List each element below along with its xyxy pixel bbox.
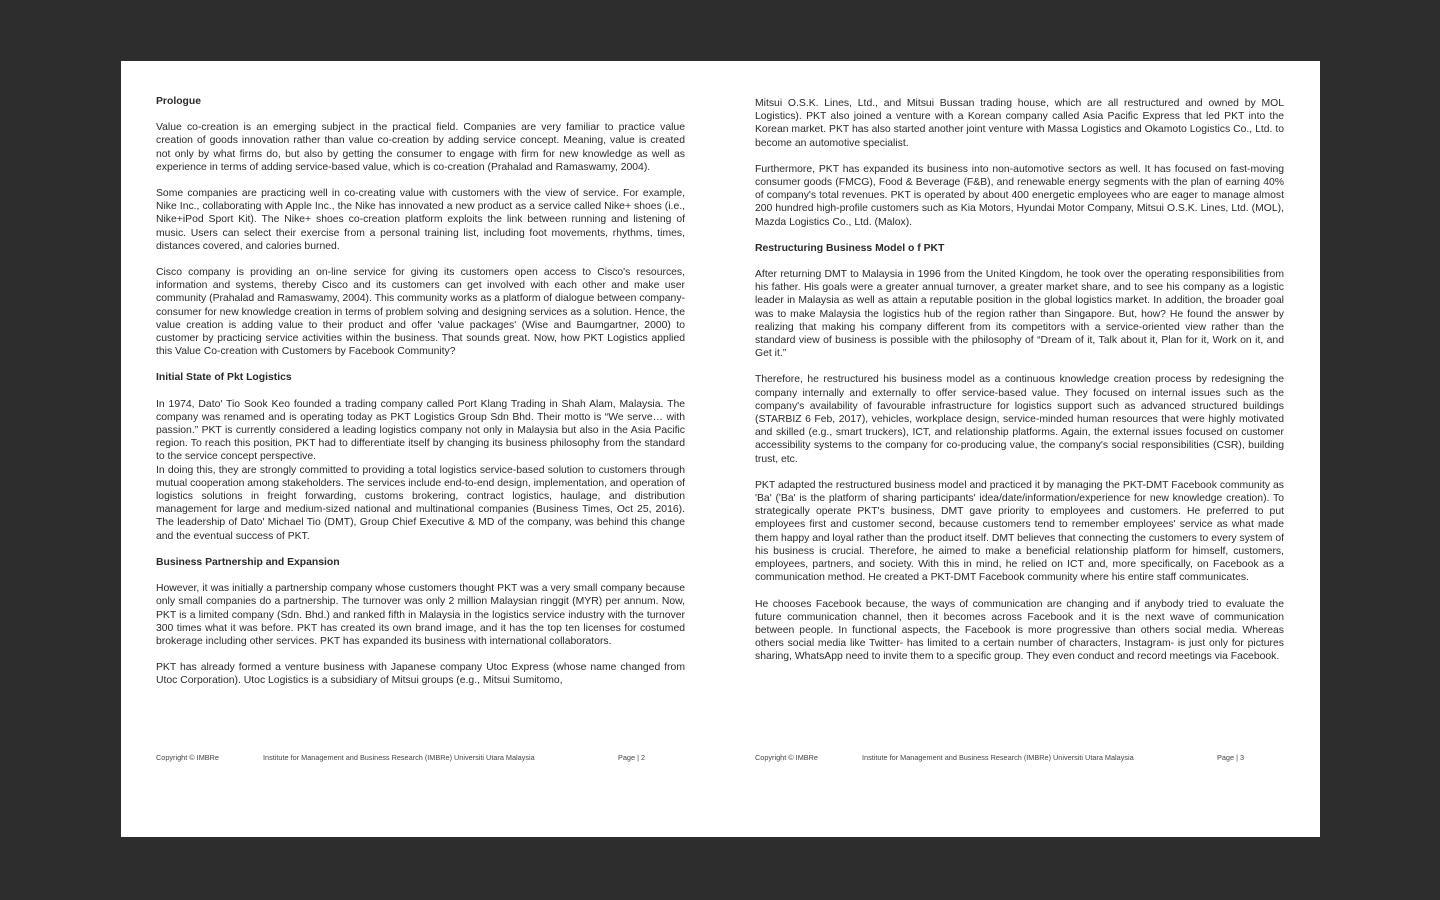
paragraph: Furthermore, PKT has expanded its business into non-automotive sectors as well. It has focused on fast-moving consumer goods (FMCG), Food & Beverage (F&B), and renewable energy segments with the plan of earning 40% of company's total revenues. PKT is operated by about 400 energetic employees who are eager to manage almost 200 hundred high-profile customers such as Kia Motors, Hyundai Motor Company, Mitsui O.S.K. Lines, Ltd. (MOL), Mazda Logistics Co., Ltd. (Malox). [755, 163, 1284, 228]
paragraph: Cisco company is providing an on-line service for giving its customers open access to Cisco's resources, information and systems, thereby Cisco and its customers can get involved with each other and make user community (Prahalad and Ramaswamy, 2004). This community works as a platform of dialogue between company-consumer for new knowledge creation in terms of problem solving and designing services as a solution. Hence, the value creation is adding value to their product and offer 'value packages' (Wise and Baumgartner, 2000) to customer by practicing service activities within the business. That sounds great. Now, how PKT Logistics applied this Value Co-creation with Customers by Facebook Community? [156, 267, 685, 358]
document-spread [121, 61, 1320, 837]
paragraph: However, it was initially a partnership company whose customers thought PKT was a very small company because only small companies do a partnership. The turnover was only 2 million Malaysian ringgit (MYR) per annum. Now, PKT is a limited company (Sdn. Bhd.) and ranked fifth in Malaysia in the logistics service industry with the turnover 300 times what it was before. PKT has created its own brand image, and it has the top ten licenses for costumed brokerage including other services. PKT has expanded its business with international collaborators. [156, 583, 685, 647]
paragraph: In 1974, Dato' Tio Sook Keo founded a trading company called Port Klang Trading in Shah Alam, Malaysia. The company was renamed and is operating today as PKT Logistics Group Sdn Bhd. Their motto is “We serve… with passion.” PKT is currently considered a leading logistics company not only in Malaysia but also in the Asia Pacific region. To reach this position, PKT had to differentiate itself by changing its business philosophy from the standard to the service concept perspective. [156, 398, 685, 463]
footer-institute: Institute for Management and Business Research (IMBRe) Universiti Utara Malaysia [263, 753, 535, 762]
heading-restructuring: Restructuring Business Model o f PKT [755, 242, 945, 254]
footer-page-number: Page | 2 [618, 753, 646, 762]
page-2-body [156, 95, 685, 701]
paragraph: In doing this, they are strongly committed to providing a total logistics service-based solution to customers through mutual cooperation among stakeholders. The services include end-to-end design, implementation, and operation of logistics solutions in freight forwarding, customs brokering, contract logistics, haulage, and distribution management for large and medium-sized national and multinational companies (Business Times, Oct 25, 2016). The leadership of Dato' Michael Tio (DMT), Group Chief Executive & MD of the company, was behind this change and the eventual success of PKT. [156, 464, 685, 542]
paragraph: PKT adapted the restructured business model and practiced it by managing the PKT-DMT Facebook community as 'Ba' ('Ba' is the platform of sharing participants' idea/date/information/experience for new knowledge creation). To strategically operate PKT's business, DMT gave priority to employees and customers. He preferred to put employees first and customer second, because customers tend to remember employees' service as what made them happy and loyal rather than the product itself. DMT believes that connecting the customers to every system of his business is crucial. Therefore, he aimed to make a beneficial relationship platform for himself, customers, employees, partners, and society. With this in mind, he relied on ICT and, more specifically, on Facebook as a communication method. He created a PKT-DMT Facebook community where his entire staff communicates. [755, 479, 1284, 584]
page-3-body [755, 97, 1284, 677]
paragraph: Therefore, he restructured his business model as a continuous knowledge creation process by redesigning the company internally and externally to offer service-based value. They focused on internal issues such as the company's availability of favourable infrastructure for logistics support such as advanced structured buildings (STARBIZ 6 Feb, 2017), vehicles, workplace design, service-minded human resources that were highly motivated and skilled (e.g., smart truckers), ICT, and relationship platforms. Again, the external issues focused on customer accessibility systems to the company for co-producing value, the company's social responsibilities (CSR), building trust, etc. [755, 374, 1284, 465]
footer-copyright: Copyright © IMBRe [156, 753, 219, 762]
footer-copyright: Copyright © IMBRe [755, 753, 818, 762]
footer-institute: Institute for Management and Business Research (IMBRe) Universiti Utara Malaysia [862, 753, 1134, 762]
heading-business-partnership: Business Partnership and Expansion [156, 556, 340, 568]
heading-initial-state: Initial State of Pkt Logistics [156, 372, 292, 384]
paragraph: After returning DMT to Malaysia in 1996 from the United Kingdom, he took over the operating responsibilities from his father. His goals were a greater annual turnover, a greater market share, and to see his company as a logistic leader in Malaysia as well as attain a reputable position in the global logistics market. In addition, the broader goal was to make Malaysia the logistics hub of the region rather than Singapore. But, how? He found the answer by realizing that making his company different from its competitors with a service-oriented view rather than the standard view of business is possible with the philosophy of “Dream of it, Talk about it, Plan for it, Work on it, and Get it.” [755, 269, 1284, 360]
paragraph: PKT has already formed a venture business with Japanese company Utoc Express (whose name changed from Utoc Corporation). Utoc Logistics is a subsidiary of Mitsui groups (e.g., Mitsui Sumitomo, [156, 662, 685, 687]
page-2 [121, 61, 721, 837]
paragraph: He chooses Facebook because, the ways of communication are changing and if anybody tried to evaluate the future communication channel, then it becomes across Facebook and it is the next wave of communication between people. In functional aspects, the Facebook is more progressive than others social media. Whereas others social media like Twitter- has limited to a certain number of characters, Instagram- is just only for pictures sharing, WhatsApp need to invite them to a specific group. They even conduct and record meetings via Facebook. [755, 598, 1284, 663]
paragraph: Value co-creation is an emerging subject in the practical field. Companies are very familiar to practice value creation of goods innovation rather than value co-creation by adding service concept. Meaning, value is created not only by what firms do, but also by getting the consumer to engage with firm for new knowledge as well as experience in terms of adding service-based value, which is co-creation (Prahalad and Ramaswamy, 2004). [156, 122, 685, 173]
paragraph: Mitsui O.S.K. Lines, Ltd., and Mitsui Bussan trading house, which are all restructured and owned by MOL Logistics). PKT also joined a venture with a Korean company called Asia Pacific Express that led PKT into the Korean market. PKT has also started another joint venture with Massa Logistics and Okamoto Logistics Co., Ltd. to become an automotive specialist. [755, 98, 1284, 149]
footer-page-number: Page | 3 [1217, 753, 1245, 762]
heading-prologue: Prologue [156, 96, 202, 107]
paragraph: Some companies are practicing well in co-creating value with customers with the view of service. For example, Nike Inc., collaborating with Apple Inc., the Nike has innovated a new product as a service called Nike+ shoes (i.e., Nike+iPod Sport Kit). The Nike+ shoes co-creation platform exploits the link between running and listening of music. Users can select their exercise from a personal training list, including foot movements, rhythms, times, distances covered, and calories burned. [156, 188, 685, 252]
page-3 [721, 61, 1320, 837]
